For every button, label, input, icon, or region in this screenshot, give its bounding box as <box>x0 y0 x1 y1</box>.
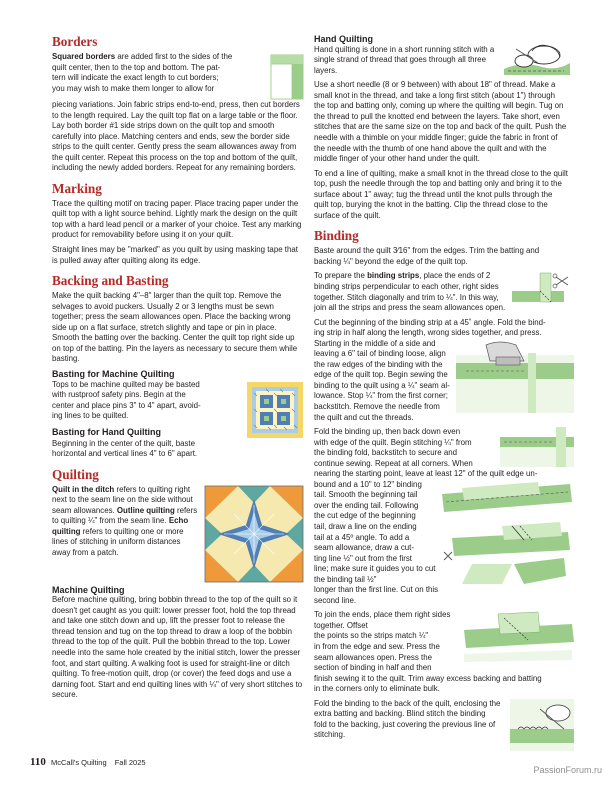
star-block-illustration <box>204 485 304 583</box>
binding-p3-line-4: leaving a 6" tail of binding loose, align <box>314 349 446 359</box>
sew-ends-illustration <box>464 610 574 662</box>
binding-p4-line-4: continue sewing. Repeat at all corners. When <box>314 458 473 468</box>
marking-para1: Trace the quilting motif on tracing paper. Place tracing paper under the quilt top with a light source behind. Lightly mark the design on the quilt top with a hard lead pencil or a marker of your choice. Test any marking product for removability before using it on your quilt. <box>52 198 302 240</box>
quilt-in-ditch-text: refers to quilting right next to the seam line on the side without seam allowances. <box>52 484 193 515</box>
join-ends-illustration <box>442 480 574 588</box>
binding-p4-line-6: bound and a 10" to 12" binding <box>314 479 422 489</box>
binding-p4-line-5: nearing the starting point, leave at least 12" of the quilt edge un- <box>314 469 538 479</box>
hand-quilting-intro-line-1: Hand quilting is done in a short running stitch with a <box>314 44 495 54</box>
marking-para2: Straight lines may be "marked" as you quilt by using masking tape that is pulled away after quilting along its edge. <box>52 245 298 265</box>
binding-p4-line-3: the binding fold, backstitch to secure and <box>314 448 457 458</box>
watermark: PassionForum.ru <box>533 765 602 775</box>
basting-hand-heading: Basting for Hand Quilting <box>52 426 161 437</box>
binding-strips-line-4: join all the strips and press the seam allowances open. <box>314 303 506 313</box>
binding-p4-line-12: seam allowance, draw a cut- <box>314 543 414 553</box>
borders-para1-rest: piecing variations. Join fabric strips end-to-end, press, then cut borders to the length required. Lay the quilt top flat on a large table or the floor. Lay both border #1 side strips down on the quilt top and smooth carefully into place. Matching centers and ends, sew the border side strips to the quilt center. Gently press the seam allowances away from the quilt center. Repeat this process on the top and bottom of the quilt, including the newly added borders. Repeat for any remaining borders. <box>52 100 300 173</box>
binding-para3 <box>314 318 568 339</box>
binding-p4-line-2: with edge of the quilt. Begin stitching ¼" from <box>314 437 472 447</box>
hand-quilting-intro-line-2: single strand of thread that goes through all three layers. <box>314 55 486 75</box>
quilt-in-ditch-term: Quilt in the ditch <box>52 484 115 494</box>
section-quilting <box>52 467 304 701</box>
binding-p6-line-2: extra batting and backing. Blind stitch the binding <box>314 709 486 719</box>
borders-line-3: tern will indicate the exact length to cut borders; <box>52 73 219 83</box>
binding-strips-line-1: , place the ends of 2 <box>419 271 491 281</box>
hand-quilting-heading: Hand Quilting <box>314 34 373 44</box>
binding-strips-line-2: binding strips perpendicular to each other, right sides <box>314 281 499 291</box>
binding-p6-line-1: Fold the binding to the back of the quilt, enclosing the <box>314 698 501 708</box>
binding-strips-line-3: together. Stitch diagonally and trim to ¼". In this way, <box>314 292 499 302</box>
binding-p5-line-2: the points so the strips match ¼" <box>314 631 429 641</box>
basting-machine-line-2: with rustproof safety pins. Begin at the <box>52 390 186 400</box>
hand-quilting-para1: Use a short needle (8 or 9 between) with about 18" of thread. Make a small knot in the thread, and take a long first stitch (about 1") through the top and batting only, coming up where the quilting will begin. Tug on the thread to pull the knotted end between the layers. Take short, even stitches that are the same size on the top and back of the quilt. Push the needle with a thimble on your middle finger; guide the fabric in front of the needle with the thumb of one hand above the quilt and with the middle finger of your other hand under the quilt. <box>314 80 567 164</box>
binding-p3-line-1: Cut the beginning of the binding strip at a 45˚ angle. Fold the bind- <box>314 317 546 327</box>
binding-p3-line-9: backstitch. Remove the needle from <box>314 402 440 411</box>
binding-p4-line-14: line; make sure it guides you to cut the binding tail ½" <box>314 564 436 584</box>
binding-p4-line-8: over the ending tail. Following <box>314 500 419 510</box>
binding-p5-line-1: To join the ends, place them right sides together. Offset <box>314 610 451 630</box>
binding-strips-pre: To prepare the <box>314 271 368 281</box>
binding-p5-line-3: in from the edge and sew. Press the <box>314 642 440 652</box>
section-binding <box>314 228 568 741</box>
binding-p4-line-1: Fold the binding up, then back down even <box>314 427 461 437</box>
binding-p3-line-6: edge of the quilt top. Begin sewing the <box>314 370 448 380</box>
binding-heading: Binding <box>314 228 359 244</box>
basting-hand-line-1: Beginning in the center of the quilt, baste <box>52 438 196 448</box>
borders-para1 <box>52 52 304 94</box>
binding-p4-line-9: the cut edge of the beginning <box>314 511 416 521</box>
basting-hand-para <box>52 439 304 460</box>
echo-quilting-text: refers to quilting one or more lines of stitching in uniform distances away from a patch. <box>52 526 184 557</box>
binding-p4-line-13: ting line ½" out from the first <box>314 553 412 563</box>
binding-p6-line-4: stitching. <box>314 730 346 740</box>
binding-p3-line-5: the raw edges of the binding with the <box>314 359 443 369</box>
borders-line-1: are added first to the sides of the <box>115 52 233 61</box>
section-borders <box>52 34 304 174</box>
basted-quilt-illustration <box>246 381 304 439</box>
binding-p3-line-7: binding to the quilt using a ¼" seam al- <box>314 380 450 390</box>
binding-p3-line-10: the quilt and cut the threads. <box>314 412 414 422</box>
borders-line-4: you may wish to make them longer to allow for <box>52 83 215 93</box>
borders-heading: Borders <box>52 34 98 49</box>
binding-p6-line-3: fold to the backing, just covering the previous line of <box>314 719 496 729</box>
blind-stitch-illustration <box>510 699 574 751</box>
borders-bold-term: Squared borders <box>52 52 116 61</box>
right-column <box>314 34 568 751</box>
basting-machine-line-4: ing lines to be quilted. <box>52 411 129 421</box>
binding-p5-line-6: finish sewing it to the quilt. Trim away excess backing and batting <box>314 673 542 683</box>
borders-line-2: quilt center, then to the top and bottom. The pat- <box>52 62 221 72</box>
section-backing-basting <box>52 273 304 460</box>
border-diagram <box>270 54 304 100</box>
outline-quilting-term: Outline quilting <box>116 505 175 515</box>
sew-binding-illustration <box>456 339 574 413</box>
backing-para1: Make the quilt backing 4"–8" larger than the quilt top. Remove the selvages to avoid puckers. Usually 2 or 3 lengths must be sewn together; press the seam allowances open. Place the backing wrong side up on a flat surface, stretch slightly and tape or pin in place. Smooth the batting over the backing. Center the quilt top right side up on top of the batting. Pin the layers as necessary to secure them while basting. <box>52 291 298 364</box>
machine-quilting-heading: Machine Quilting <box>52 584 125 595</box>
binding-p4-line-15: longer than the first line. Cut on this second line. <box>314 585 439 605</box>
hand-quilting-illustration <box>502 41 572 77</box>
binding-para1: Baste around the quilt 3⁄16" from the edges. Trim the batting and backing ¼" beyond the edge of the quilt top. <box>314 246 540 266</box>
binding-p4-line-10: tail, draw a line on the ending <box>314 522 417 532</box>
binding-p5-line-5: section of binding in half and then <box>314 663 432 673</box>
machine-quilting-para: Before machine quilting, bring bobbin thread to the top of the quilt so it doesn't get caught as you quilt: lower presser foot, hold the top thread and take one stitch down and up, lift the presser foot to release the thread tension and tug on the top thread to draw a loop of the bobbin thread to the top of the quilt. Pull the bobbin thread to the top. Lower needle into the same hole created by the initial stitch, lower the presser foot, and start quilting. A walking foot is used for straight-line or ditch quilting. To free-motion quilt, drop (or cover) the feed dogs and use a darning foot. Start and end quilting lines with ¼" of very short stitches to secure. <box>52 595 303 700</box>
magazine-name: McCall's Quilting <box>51 758 107 767</box>
binding-p5-line-4: seam allowances open. Press the <box>314 652 432 662</box>
binding-p4-line-7: tail. Smooth the beginning tail <box>314 490 418 500</box>
corner-fold-illustration <box>500 427 574 467</box>
echo-quilting-term: Echo quilting <box>52 516 189 536</box>
outline-quilting-text: refers to quilting ¼" from the seam line. <box>52 505 198 526</box>
section-marking <box>52 181 304 266</box>
binding-p4-line-11: tail at a 45º angle. To add a <box>314 532 410 542</box>
basting-machine-line-1: Tops to be machine quilted may be basted <box>52 379 200 389</box>
binding-strips-illustration <box>510 271 572 311</box>
binding-p3-line-3: Starting in the middle of a side and <box>314 338 436 348</box>
basting-hand-line-2: horizontal and vertical lines 4" to 6" apart. <box>52 449 198 459</box>
section-hand-quilting <box>314 34 568 221</box>
binding-strips-term: binding strips <box>367 271 420 281</box>
issue-label: Fall 2025 <box>114 758 146 767</box>
marking-heading: Marking <box>52 180 102 196</box>
basting-machine-heading: Basting for Machine Quilting <box>52 368 175 379</box>
binding-p3-line-2: ing strip in half along the length, wrong sides together, and press. <box>314 328 542 338</box>
page-footer <box>30 756 146 768</box>
left-column <box>52 34 304 708</box>
page-number: 110 <box>30 756 46 768</box>
quilting-heading: Quilting <box>52 466 99 482</box>
binding-p5-line-7: in the corners only to eliminate bulk. <box>314 684 440 694</box>
hand-quilting-para2: To end a line of quilting, make a small knot in the thread close to the quilt top, push the needle through the top and batting only and bring it to the surface about 1" away; tug the thread until the knot pulls through the quilt top, burying the knot in the batting. Clip the thread close to the surface of the quilt. <box>314 168 568 220</box>
binding-p3-line-8: lowance. Stop ¼" from the first corner; <box>314 391 448 401</box>
basting-machine-line-3: center and place pins 3" to 4" apart, avoid- <box>52 400 201 410</box>
backing-heading: Backing and Basting <box>52 273 169 289</box>
